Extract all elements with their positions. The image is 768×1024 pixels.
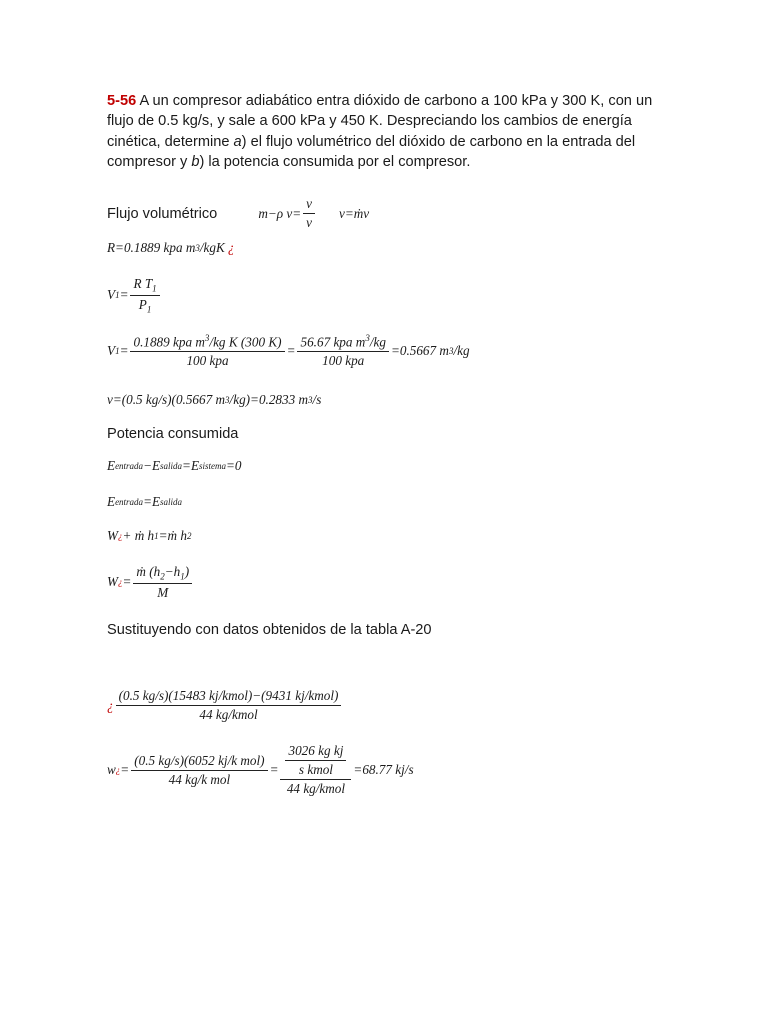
- problem-text-3: ) la potencia consumida por el compresor.: [199, 154, 471, 171]
- part-a-label: a: [233, 133, 242, 150]
- potencia-heading: Potencia consumida: [107, 426, 239, 442]
- energy-equality-eq: E entrada = E salida: [107, 494, 183, 509]
- v1-formula-eq: V 1 = $\frac{R T_1}{P_1}$: [107, 276, 162, 314]
- r-constant-eq: R=0.1889 kpa m 3 /kgK ¿: [107, 240, 235, 255]
- problem-text-2: ) el flujo volumétrico del dióxido de carbono en la entrada del compresor y: [107, 133, 636, 171]
- v1-value-eq: V 1 = $\frac{0.1889 kpa m^3/kg K (300 K)}{\text{100 kpa}}$ = $\frac{56.67 kpa m^3/kg}{\text{100 kpa}}$ =0.5667 m 3 /kg: [107, 333, 470, 369]
- problem-number: 5-56: [107, 93, 137, 109]
- work-formula-eq: W ¿ = $\frac{ṁ (h_2-h_1)}{M}$: [107, 564, 194, 601]
- vdot-eq: v=(0.5 kg/s)(0.5667 m 3 /kg)=0.2833 m 3 /s: [107, 392, 322, 407]
- part-b-label: b: [191, 154, 200, 171]
- sustituyendo-heading: Sustituyendo con datos obtenidos de la tabla A-20: [107, 622, 432, 638]
- substitution-eq-1: ¿ $\frac{\text{(0.5 kg/s)(15483 kj/kmol)−(9431 kj/kmol)}}{\text{44 kg/kmol}}$: [107, 688, 343, 723]
- substitution-eq-2: w ¿ = $\frac{\text{(0.5 kg/s)(6052 kj/k mol)}}{\text{44 kg/k mol}}$ = $\frac{\frac{\text{3026 kg kj}}{\text{s kmol}}}{\text{44 kg/kmol}}$ =68.77 kj/s: [107, 743, 414, 796]
- flujo-heading: Flujo volumétrico: [107, 205, 218, 222]
- energy-balance-eq: E entrada − E salida = E sistema =0: [107, 458, 242, 473]
- flujo-row: [107, 196, 369, 231]
- work-enthalpy-eq: W ¿ + ṁ h 1 =ṁ h 2: [107, 528, 192, 543]
- flujo-definition-eq: m−ρ v= $\frac{v}{v}$ v=ṁv: [258, 196, 370, 230]
- problem-statement: [107, 91, 667, 173]
- problem-text-1: A un compresor adiabático entra dióxido de carbono a 100 kPa y 300 K, con un flujo de 0.5 kg/s, y sale a 600 kPa y 450 K. Despreciando los cambios de energía cinética, determine: [107, 93, 653, 150]
